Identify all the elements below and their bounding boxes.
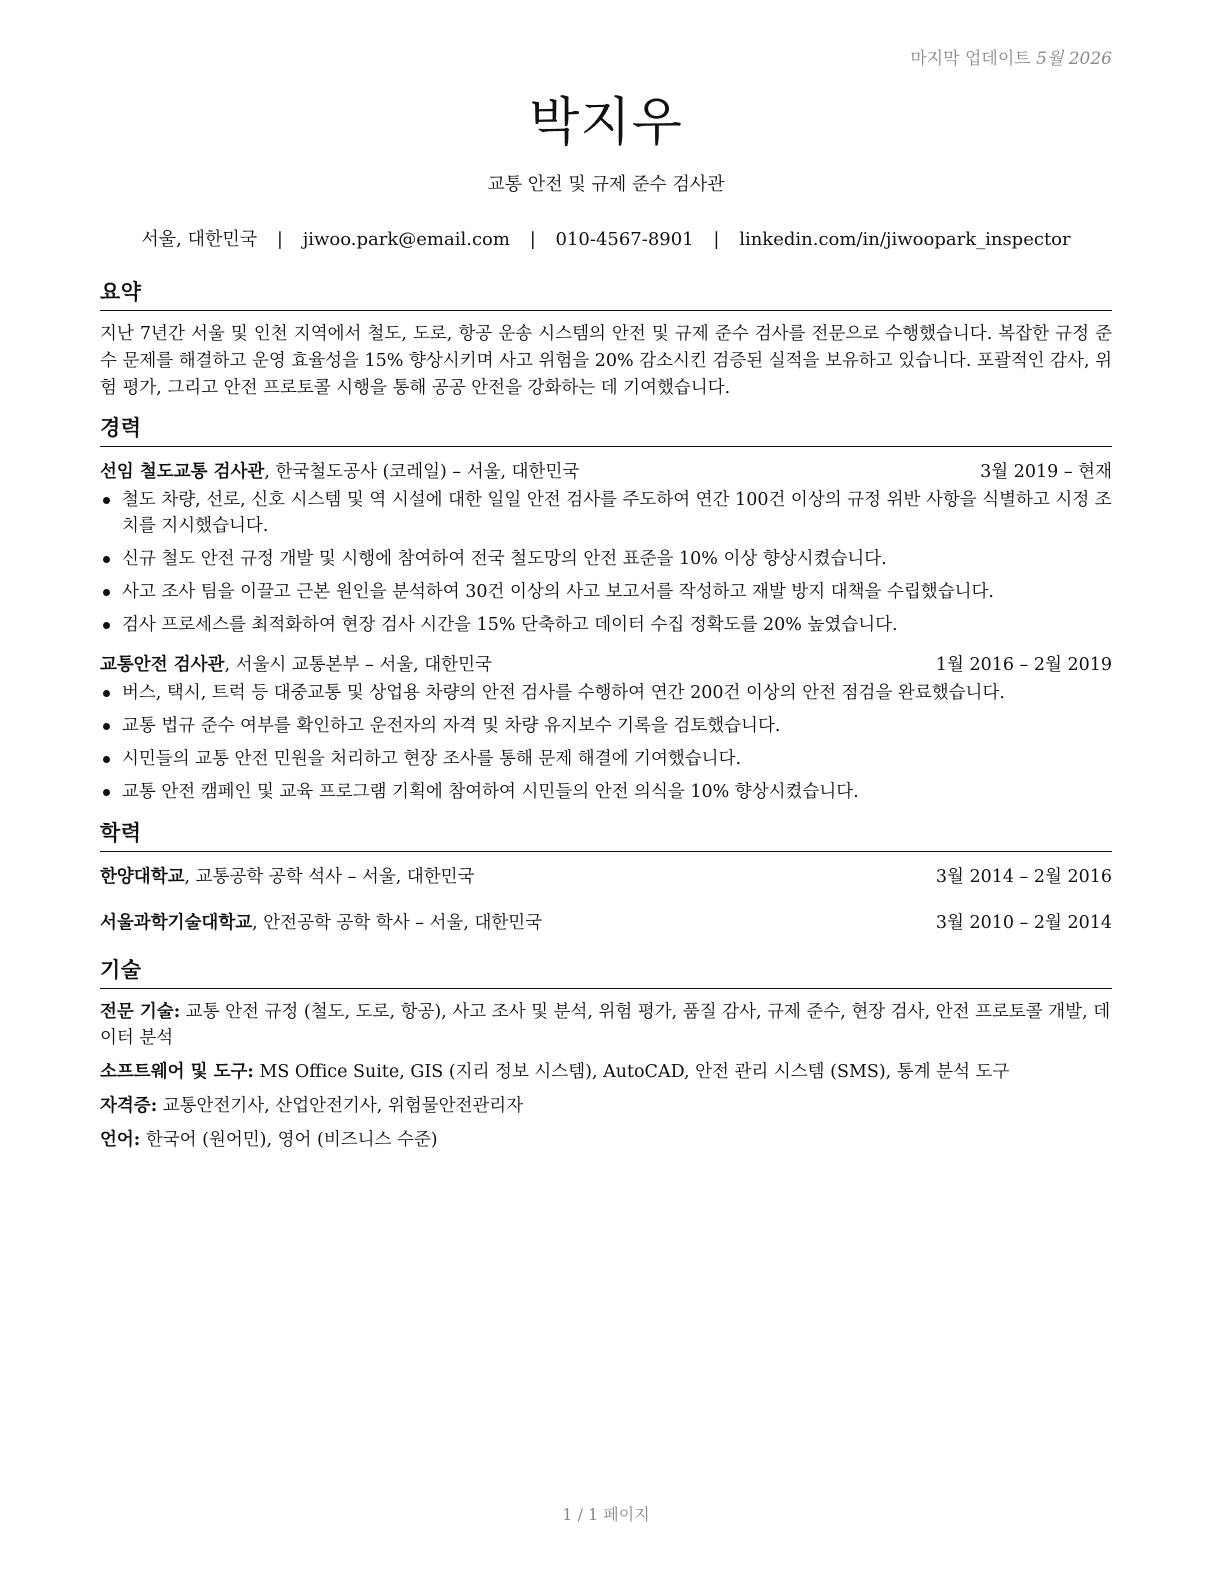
resume-page [100, 0, 1112, 1584]
skill-text: 교통안전기사, 산업안전기사, 위험물안전관리자 [157, 1096, 524, 1116]
candidate-tagline: 교통 안전 및 규제 준수 검사관 [487, 174, 725, 195]
education-dates: 3월 2010 – 2월 2014 [935, 913, 1112, 933]
job-bullet-text: 버스, 택시, 트럭 등 대중교통 및 상업용 차량의 안전 검사를 수행하여 연간 200건 이상의 안전 점검을 완료했습니다. [122, 683, 1005, 703]
job-header [100, 650, 1112, 680]
skill-label: 전문 기술: [100, 1002, 181, 1022]
skill-text: 교통 안전 규정 (철도, 도로, 항공), 사고 조사 및 분석, 위험 평가, 품질 감사, 규제 준수, 현장 검사, 안전 프로토콜 개발, 데이터 분석 [100, 1002, 1111, 1048]
contact-phone: 010-4567-8901 [555, 229, 694, 250]
last-updated [910, 44, 1112, 69]
skill-label: 소프트웨어 및 도구: [100, 1062, 254, 1082]
education-section [100, 817, 1112, 938]
bullet-icon [103, 622, 110, 629]
job-dates: 1월 2016 – 2월 2019 [935, 655, 1112, 675]
job-role: 교통안전 검사관 [100, 655, 225, 675]
skill-line [100, 1059, 1112, 1085]
last-updated-date: 5월 2026 [1036, 49, 1112, 69]
bullet-icon [103, 589, 110, 596]
education-entry [100, 908, 1112, 938]
job-org: , 서울시 교통본부 – 서울, 대한민국 [224, 655, 492, 675]
job-bullet-text: 사고 조사 팀을 이끌고 근본 원인을 분석하여 30건 이상의 사고 보고서를 작성하고 재발 방지 대책을 수립했습니다. [122, 582, 994, 602]
education-school: 한양대학교 [100, 867, 185, 887]
job-bullet-text: 교통 법규 준수 여부를 확인하고 운전자의 자격 및 차량 유지보수 기록을 검토했습니다. [122, 716, 781, 736]
contact-separator: | [276, 229, 283, 250]
bullet-icon [103, 690, 110, 697]
education-school: 서울과학기술대학교 [100, 913, 253, 933]
page-number: 1 / 1 페이지 [562, 1505, 650, 1524]
section-title-experience: 경력 [100, 412, 1112, 447]
job-bullet-text: 철도 차량, 선로, 신호 시스템 및 역 시설에 대한 일일 안전 검사를 주도하여 연간 100건 이상의 규정 위반 사항을 식별하고 시정 조치를 지시했습니다. [122, 490, 1112, 536]
skill-text: 한국어 (원어민), 영어 (비즈니스 수준) [140, 1130, 438, 1150]
education-entry [100, 862, 1112, 892]
job-bullet [100, 487, 1112, 539]
last-updated-prefix: 마지막 업데이트 [910, 49, 1031, 69]
bullet-icon [103, 789, 110, 796]
education-dates: 3월 2014 – 2월 2016 [935, 867, 1112, 887]
job-bullets [100, 487, 1112, 638]
contact-email[interactable]: jiwoo.park@email.com [302, 229, 510, 250]
skill-label: 언어: [100, 1130, 141, 1150]
job-bullet-text: 검사 프로세스를 최적화하여 현장 검사 시간을 15% 단축하고 데이터 수집 정확도를 20% 높였습니다. [122, 615, 898, 635]
skill-label: 자격증: [100, 1096, 158, 1116]
bullet-icon [103, 497, 110, 504]
job-bullets [100, 680, 1112, 805]
education-detail: , 교통공학 공학 석사 – 서울, 대한민국 [184, 867, 475, 887]
job-bullet [100, 779, 1112, 805]
job-entry [100, 457, 1112, 638]
bullet-icon [103, 723, 110, 730]
contact-separator: | [713, 229, 720, 250]
education-detail: , 안전공학 공학 학사 – 서울, 대한민국 [252, 913, 543, 933]
job-dates: 3월 2019 – 현재 [980, 462, 1112, 482]
contact-location: 서울, 대한민국 [141, 229, 258, 250]
resume-body [100, 276, 1112, 1163]
job-org: , 한국철도공사 (코레일) – 서울, 대한민국 [264, 462, 580, 482]
section-title-education: 학력 [100, 817, 1112, 852]
job-bullet [100, 680, 1112, 706]
job-bullet [100, 579, 1112, 605]
skill-line [100, 1093, 1112, 1119]
contact-separator: | [529, 229, 536, 250]
job-entry [100, 650, 1112, 805]
summary-section [100, 276, 1112, 402]
skill-text: MS Office Suite, GIS (지리 정보 시스템), AutoCAD, 안전 관리 시스템 (SMS), 통계 분석 도구 [253, 1062, 1010, 1082]
skill-line [100, 999, 1112, 1051]
section-title-skills: 기술 [100, 954, 1112, 989]
job-header [100, 457, 1112, 487]
job-bullet [100, 746, 1112, 772]
job-bullet [100, 546, 1112, 572]
experience-section [100, 412, 1112, 805]
section-title-summary: 요약 [100, 276, 1112, 311]
job-role: 선임 철도교통 검사관 [100, 462, 265, 482]
job-bullet-text: 시민들의 교통 안전 민원을 처리하고 현장 조사를 통해 문제 해결에 기여했습니다. [122, 749, 742, 769]
skills-section [100, 954, 1112, 1153]
contact-linkedin[interactable]: linkedin.com/in/jiwoopark_inspector [739, 229, 1071, 250]
contact-line [100, 225, 1112, 251]
job-bullet [100, 713, 1112, 739]
skill-line [100, 1127, 1112, 1153]
bullet-icon [103, 556, 110, 563]
bullet-icon [103, 756, 110, 763]
candidate-name: 박지우 [529, 93, 683, 153]
job-bullet [100, 612, 1112, 638]
job-bullet-text: 교통 안전 캠페인 및 교육 프로그램 기획에 참여하여 시민들의 안전 의식을 10% 향상시켰습니다. [122, 782, 859, 802]
job-bullet-text: 신규 철도 안전 규정 개발 및 시행에 참여하여 전국 철도망의 안전 표준을 10% 이상 향상시켰습니다. [122, 549, 887, 569]
summary-text: 지난 7년간 서울 및 인천 지역에서 철도, 도로, 항공 운송 시스템의 안전 및 규제 준수 검사를 전문으로 수행했습니다. 복잡한 규정 준수 문제를 해결하고 운영 효율성을 15% 향상시키며 사고 위험을 20% 감소시킨 검증된 실적을 보유하고 있습니다. 포괄적인 감사, 위험 평가, 그리고 안전 프로토콜 시행을 통해 공공 안전을 강화하는 데 기여했습니다. [100, 324, 1112, 398]
